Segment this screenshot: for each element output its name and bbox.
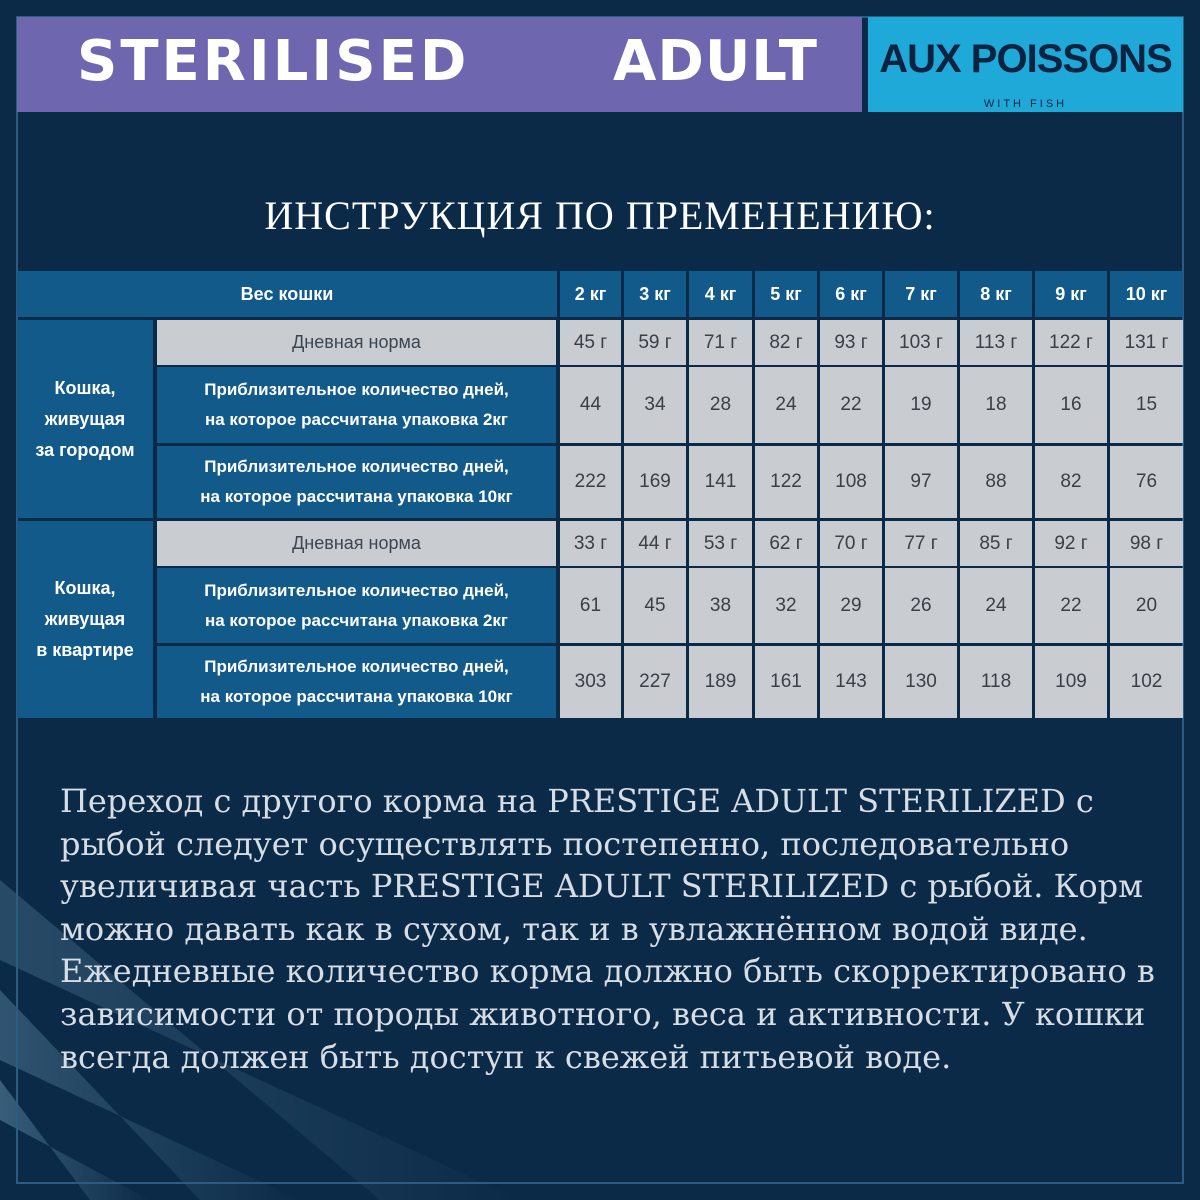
table-value-cell: 92 г xyxy=(1035,521,1107,566)
days-estimate-label: Приблизительное количество дней, на которое рассчитана упаковка 10кг xyxy=(157,446,556,518)
table-value-cell: 77 г xyxy=(885,521,957,566)
weight-column-header: 6 кг xyxy=(820,271,882,317)
table-value-cell: 93 г xyxy=(820,320,882,365)
table-value-cell: 20 xyxy=(1110,568,1183,643)
table-value-cell: 44 г xyxy=(624,521,686,566)
table-value-cell: 19 xyxy=(885,367,957,443)
header-sterilised-text: STERILISED xyxy=(77,29,470,94)
weight-column-header: 10 кг xyxy=(1110,271,1183,317)
table-value-cell: 18 xyxy=(960,367,1032,443)
table-value-cell: 32 xyxy=(755,568,817,643)
header-flavor-banner xyxy=(868,17,1183,112)
group-label-cell: Кошка, живущая в квартире xyxy=(17,521,153,718)
table-value-cell: 24 xyxy=(960,568,1032,643)
weight-column-header: 8 кг xyxy=(960,271,1032,317)
table-value-cell: 22 xyxy=(820,367,882,443)
table-value-cell: 103 г xyxy=(885,320,957,365)
daily-norm-label: Дневная норма xyxy=(157,320,556,365)
table-value-cell: 98 г xyxy=(1110,521,1183,566)
table-value-cell: 45 г xyxy=(560,320,621,365)
table-value-cell: 28 xyxy=(689,367,752,443)
table-value-cell: 227 xyxy=(624,646,686,718)
feeding-table xyxy=(17,271,1183,718)
table-value-cell: 53 г xyxy=(689,521,752,566)
table-value-cell: 26 xyxy=(885,568,957,643)
weight-column-header: 2 кг xyxy=(560,271,621,317)
table-value-cell: 24 xyxy=(755,367,817,443)
group-label-cell: Кошка, живущая за городом xyxy=(17,320,153,518)
table-value-cell: 88 xyxy=(960,446,1032,518)
page-title: ИНСТРУКЦИЯ ПО ПРЕМЕНЕНИЮ: xyxy=(264,193,936,238)
table-value-cell: 118 xyxy=(960,646,1032,718)
daily-norm-label: Дневная норма xyxy=(157,521,556,566)
weight-column-header: 5 кг xyxy=(755,271,817,317)
weight-column-header: 3 кг xyxy=(624,271,686,317)
table-value-cell: 15 xyxy=(1110,367,1183,443)
table-value-cell: 108 xyxy=(820,446,882,518)
instructions-paragraph: Переход с другого корма на PRESTIGE ADULT STERILIZED с рыбой следует осуществлять постепенно, последовательно увеличивая часть PRESTIGE ADULT STERILIZED с рыбой. Корм можно давать как в сухом, так и в увлажнённом водой виде. Ежедневные количество корма должно быть скорректировано в зависимости от породы животного, веса и активности. У кошки всегда должен быть доступ к свежей питьевой воде. xyxy=(60,782,1155,1076)
table-value-cell: 61 xyxy=(560,568,621,643)
table-value-cell: 44 xyxy=(560,367,621,443)
table-value-cell: 16 xyxy=(1035,367,1107,443)
table-value-cell: 141 xyxy=(689,446,752,518)
table-value-cell: 85 г xyxy=(960,521,1032,566)
header-aux-poissons-text: AUX POISSONS xyxy=(879,37,1172,81)
days-estimate-label: Приблизительное количество дней, на которое рассчитана упаковка 2кг xyxy=(157,568,556,643)
table-value-cell: 22 xyxy=(1035,568,1107,643)
table-value-cell: 131 г xyxy=(1110,320,1183,365)
weight-header-cell: Вес кошки xyxy=(17,271,557,317)
header-adult-text: ADULT xyxy=(613,29,818,94)
table-value-cell: 45 xyxy=(624,568,686,643)
table-value-cell: 38 xyxy=(689,568,752,643)
table-value-cell: 122 г xyxy=(1035,320,1107,365)
days-estimate-label: Приблизительное количество дней, на которое рассчитана упаковка 2кг xyxy=(157,367,556,443)
table-value-cell: 169 xyxy=(624,446,686,518)
table-value-cell: 189 xyxy=(689,646,752,718)
table-value-cell: 62 г xyxy=(755,521,817,566)
table-value-cell: 161 xyxy=(755,646,817,718)
table-value-cell: 97 xyxy=(885,446,957,518)
header-product-banner xyxy=(17,17,862,112)
weight-column-header: 9 кг xyxy=(1035,271,1107,317)
table-value-cell: 122 xyxy=(755,446,817,518)
table-value-cell: 143 xyxy=(820,646,882,718)
table-value-cell: 222 xyxy=(560,446,621,518)
header-with-fish-text: WITH FISH xyxy=(983,98,1068,110)
table-value-cell: 71 г xyxy=(689,320,752,365)
table-value-cell: 70 г xyxy=(820,521,882,566)
table-value-cell: 76 xyxy=(1110,446,1183,518)
table-value-cell: 34 xyxy=(624,367,686,443)
weight-column-header: 4 кг xyxy=(689,271,752,317)
table-value-cell: 82 г xyxy=(755,320,817,365)
table-value-cell: 82 xyxy=(1035,446,1107,518)
table-value-cell: 130 xyxy=(885,646,957,718)
table-value-cell: 59 г xyxy=(624,320,686,365)
table-value-cell: 109 xyxy=(1035,646,1107,718)
table-value-cell: 29 xyxy=(820,568,882,643)
weight-column-header: 7 кг xyxy=(885,271,957,317)
table-value-cell: 303 xyxy=(560,646,621,718)
table-value-cell: 102 xyxy=(1110,646,1183,718)
days-estimate-label: Приблизительное количество дней, на которое рассчитана упаковка 10кг xyxy=(157,646,556,718)
table-value-cell: 113 г xyxy=(960,320,1032,365)
table-value-cell: 33 г xyxy=(560,521,621,566)
